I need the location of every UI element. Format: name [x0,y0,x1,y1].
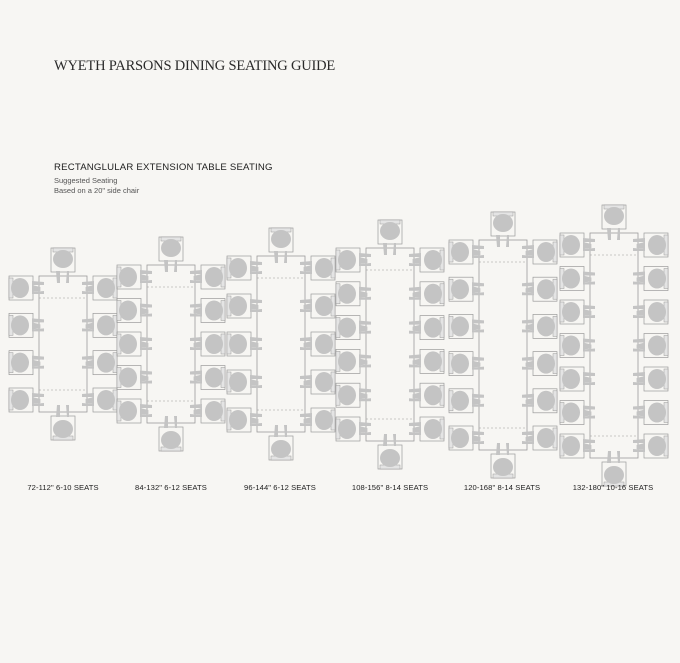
table-top [366,248,414,441]
chair-end-top [602,205,626,240]
table-diagram-3 [227,228,335,460]
chair-end-bottom [51,405,75,440]
chair-end-bottom [378,434,402,469]
table-diagram-1 [9,248,117,440]
chair-end-top [378,220,402,255]
section-title: RECTANGLULAR EXTENSION TABLE SEATING [54,162,273,173]
chair-end-top [491,212,515,247]
table-diagram-2 [117,237,225,451]
table-top [39,276,87,412]
table-label-3: 96-144" 6-12 SEATS [244,483,316,492]
table-diagram-4 [336,220,444,469]
table-label-6: 132-180" 10-16 SEATS [572,483,654,492]
table-label-2: 84-132" 6-12 SEATS [135,483,207,492]
chair-end-bottom [602,451,626,486]
chair-end-top [51,248,75,283]
chair-end-top [269,228,293,263]
section-subtitle-chair-size: Based on a 20" side chair [54,186,140,195]
chair-end-top [159,237,183,272]
table-diagram-5 [449,212,557,478]
chair-end-bottom [159,416,183,451]
table-top [147,265,195,423]
chair-end-bottom [491,443,515,478]
table-label-1: 72-112" 6-10 SEATS [27,483,99,492]
table-top [479,240,527,450]
section-subtitle-suggested: Suggested Seating [54,176,118,185]
chair-end-bottom [269,425,293,460]
table-top [590,233,638,458]
table-label-5: 120-168" 8-14 SEATS [463,483,541,492]
guide-title: WYETH PARSONS DINING SEATING GUIDE [54,58,336,74]
table-label-4: 108-156" 8-14 SEATS [351,483,429,492]
table-top [257,256,305,432]
table-diagram-6 [560,205,668,486]
